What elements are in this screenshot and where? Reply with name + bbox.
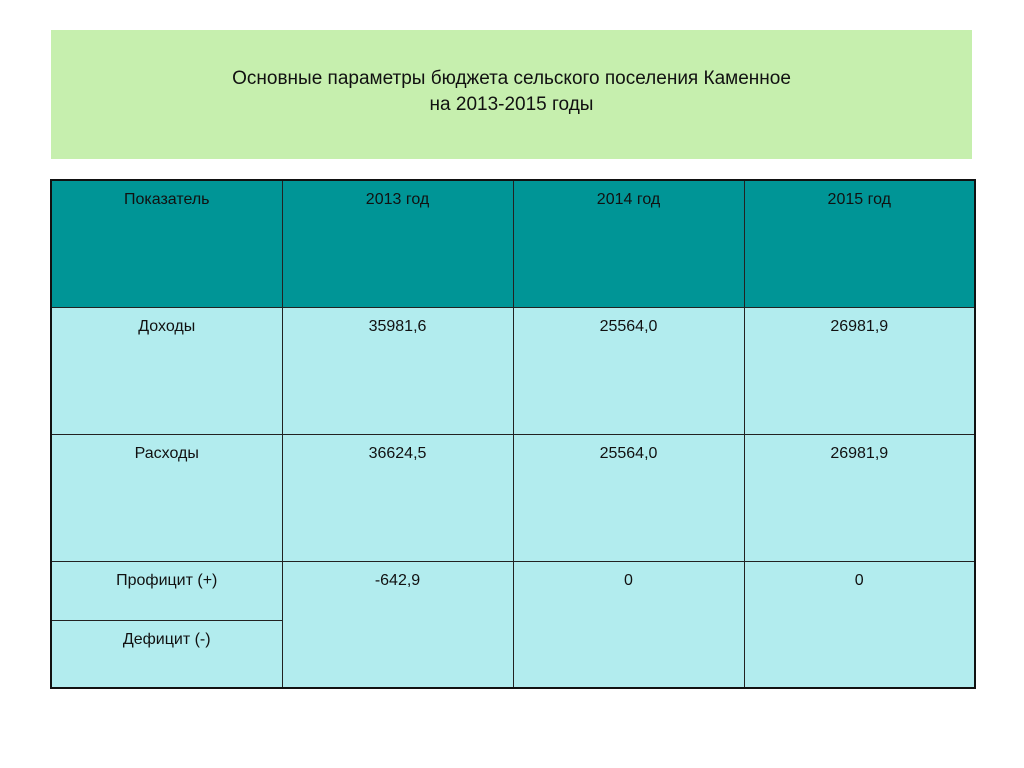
row-label-deficit: Дефицит (-) — [51, 620, 282, 688]
header-cell-indicator: Показатель — [51, 180, 282, 307]
header-cell-2015: 2015 год — [744, 180, 975, 307]
budget-table — [50, 179, 976, 689]
balance-2015: 0 — [744, 561, 975, 688]
row-label-expenses: Расходы — [51, 434, 282, 561]
expenses-2014: 25564,0 — [513, 434, 744, 561]
row-label-income: Доходы — [51, 307, 282, 434]
expenses-2013: 36624,5 — [282, 434, 513, 561]
title-banner — [51, 30, 972, 159]
table-row-income — [51, 307, 975, 434]
expenses-2015: 26981,9 — [744, 434, 975, 561]
header-cell-2013: 2013 год — [282, 180, 513, 307]
row-label-surplus: Профицит (+) — [51, 561, 282, 620]
table-row-surplus — [51, 561, 975, 620]
title-line-2: на 2013-2015 годы — [429, 93, 594, 115]
table-row-expenses — [51, 434, 975, 561]
balance-2014: 0 — [513, 561, 744, 688]
slide-title — [232, 66, 791, 118]
header-cell-2014: 2014 год — [513, 180, 744, 307]
title-line-1: Основные параметры бюджета сельского поселения Каменное — [232, 67, 791, 89]
balance-2013: -642,9 — [282, 561, 513, 688]
income-2013: 35981,6 — [282, 307, 513, 434]
income-2015: 26981,9 — [744, 307, 975, 434]
income-2014: 25564,0 — [513, 307, 744, 434]
table-header-row — [51, 180, 975, 307]
